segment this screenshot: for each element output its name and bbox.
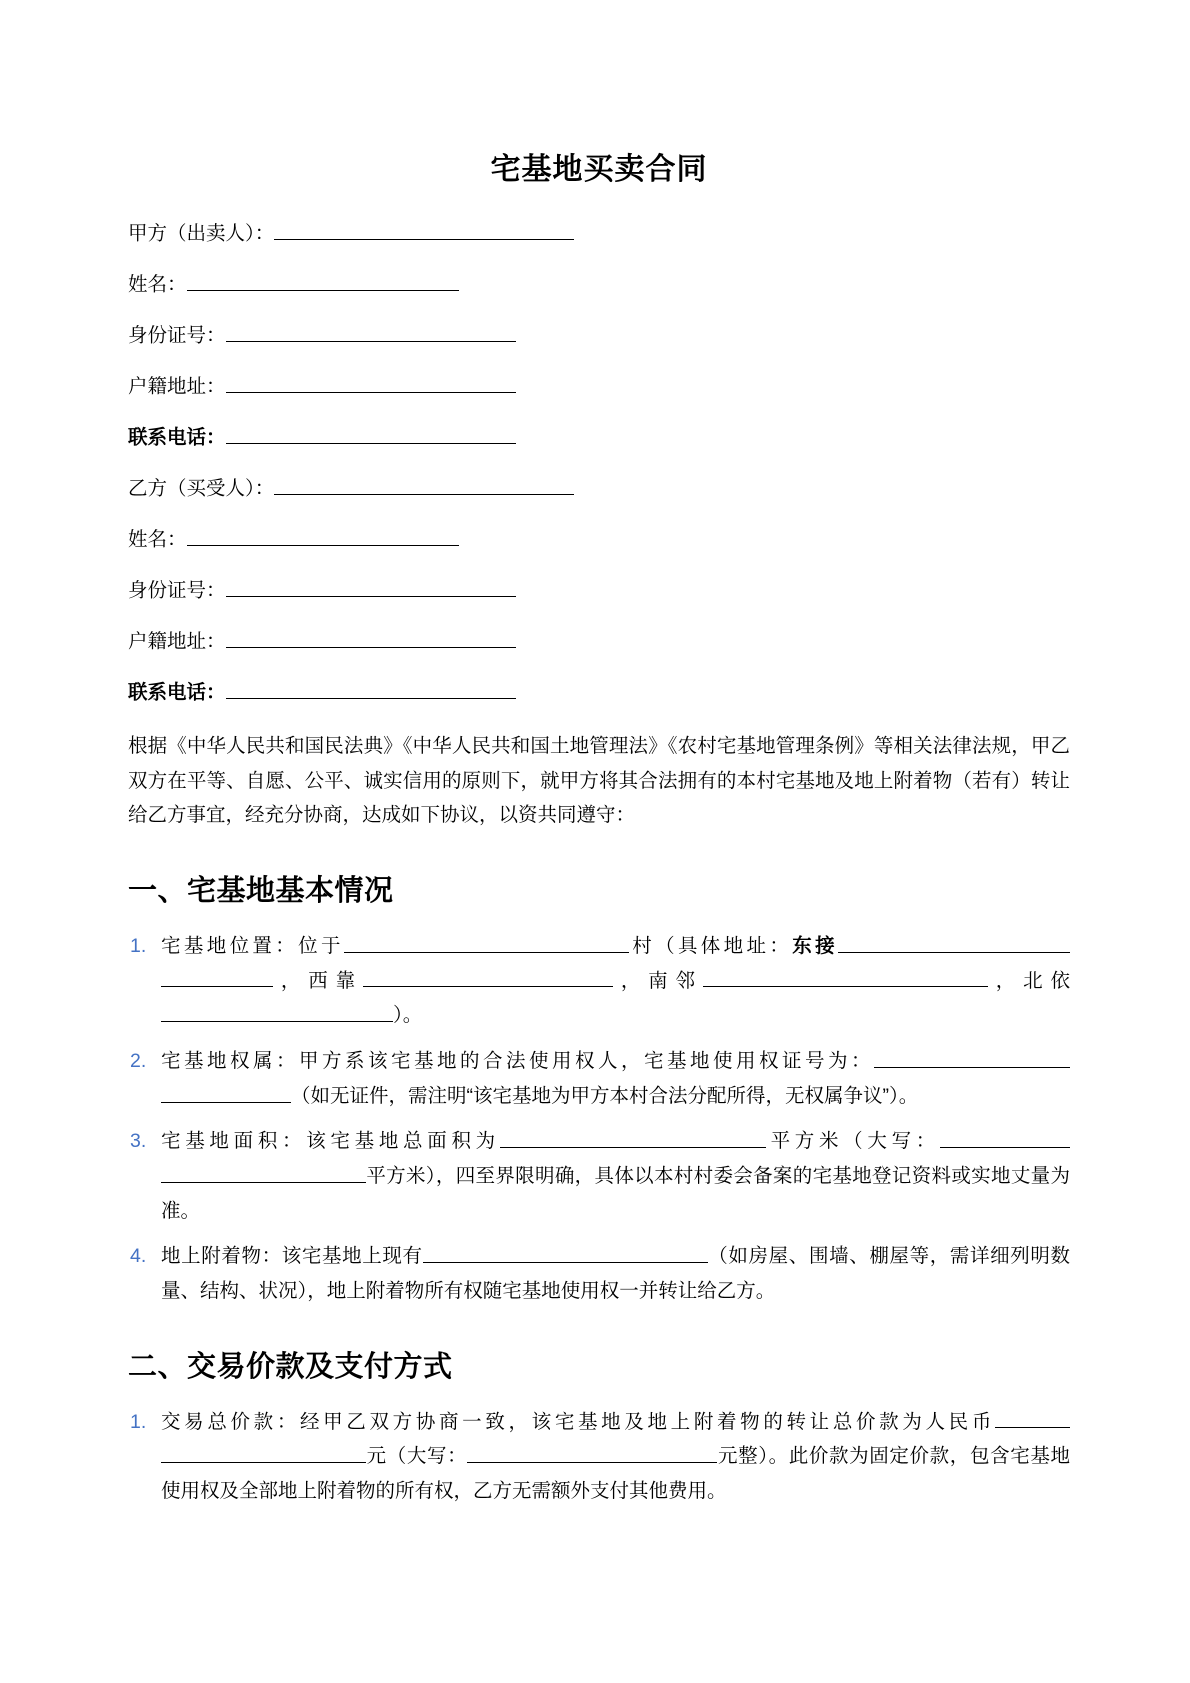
item-text: 平方米），四至界限明确，具体以本村村委会备案的宅基地登记资料或实地丈量为准。 <box>161 1165 1070 1222</box>
fill-in-blank[interactable] <box>703 966 988 987</box>
list-item-number: 1. <box>130 1410 147 1433</box>
party-field-blank[interactable] <box>226 321 516 342</box>
party-field-row <box>128 678 1070 703</box>
party-field-row <box>128 525 1070 550</box>
party-field-blank[interactable] <box>226 627 516 648</box>
party-field-label: 姓名： <box>128 528 187 551</box>
item-text: 宅基地权属：甲方系该宅基地的合法使用权人，宅基地使用权证号为： <box>161 1049 874 1072</box>
preamble-paragraph: 根据《中华人民共和国民法典》《中华人民共和国土地管理法》《农村宅基地管理条例》等相关法律法规，甲乙双方在平等、自愿、公平、诚实信用的原则下，就甲方将其合法拥有的本村宅基地及地上附着物（若有）转让给乙方事宜，经充分协商，达成如下协议，以资共同遵守： <box>128 735 1070 827</box>
party-field-row <box>128 270 1070 295</box>
party-field-blank[interactable] <box>226 372 516 393</box>
fill-in-blank[interactable] <box>467 1442 717 1463</box>
party-field-row <box>128 627 1070 652</box>
item-text: ，北依 <box>987 969 1070 992</box>
party-field-label: 姓名： <box>128 273 187 296</box>
item-text: ）。 <box>393 1004 423 1027</box>
party-field-label: 联系电话： <box>128 681 226 704</box>
item-text: 元（大写： <box>366 1445 468 1468</box>
party-fields-block <box>128 219 1070 703</box>
party-field-blank[interactable] <box>274 474 574 495</box>
item-text: ，南邻 <box>612 969 703 992</box>
list-item-number: 3. <box>130 1130 147 1153</box>
item-text: （如房屋、围墙、棚屋等，需详细列明数量、结构、状况），地上附着物所有权随宅基地使用权一并转让给乙方。 <box>161 1245 1070 1303</box>
party-field-blank[interactable] <box>187 525 459 546</box>
list-item <box>128 1239 1070 1308</box>
party-field-row <box>128 474 1070 499</box>
party-field-label: 身份证号： <box>128 324 226 347</box>
fill-in-blank[interactable] <box>161 1442 366 1463</box>
party-field-row <box>128 372 1070 397</box>
item-text: 元整）。此价款为固定价款，包含宅基地使用权及全部地上附着物的所有权，乙方无需额外支付其他费用。 <box>161 1445 1070 1502</box>
emphasis-text: 东接 <box>792 934 838 957</box>
fill-in-blank[interactable] <box>161 1001 393 1022</box>
item-text: 村（具体地址： <box>628 934 793 957</box>
list-item <box>128 1044 1070 1113</box>
fill-in-blank[interactable] <box>940 1127 1070 1148</box>
item-text: 宅基地面积：该宅基地总面积为 <box>161 1130 500 1153</box>
fill-in-blank[interactable] <box>838 931 1070 952</box>
list-item-number: 4. <box>130 1245 147 1268</box>
list-item <box>128 1405 1070 1509</box>
list-item <box>128 929 1070 1033</box>
party-field-row <box>128 423 1070 448</box>
sections-block <box>128 873 1070 1509</box>
page-title: 宅基地买卖合同 <box>490 153 708 186</box>
party-field-label: 联系电话： <box>128 426 226 449</box>
section-heading: 一、宅基地基本情况 <box>128 875 394 908</box>
item-text: 交易总价款：经甲乙双方协商一致，该宅基地及地上附着物的转让总价款为人民币 <box>161 1410 995 1433</box>
party-field-blank[interactable] <box>274 219 574 240</box>
list-item-number: 1. <box>130 934 147 957</box>
item-text: 平方米（大写： <box>765 1130 940 1153</box>
item-text: （如无证件，需注明“该宅基地为甲方本村合法分配所得，无权属争议”）。 <box>291 1084 919 1107</box>
fill-in-blank[interactable] <box>344 931 629 952</box>
fill-in-blank[interactable] <box>161 1081 291 1102</box>
section-item-list <box>128 1405 1070 1509</box>
party-field-label: 甲方（出卖人）： <box>128 222 275 245</box>
item-text: 地上附着物：该宅基地上现有 <box>161 1245 423 1268</box>
section-heading: 二、交易价款及支付方式 <box>128 1350 453 1383</box>
list-item-number: 2. <box>130 1049 147 1072</box>
party-field-blank[interactable] <box>226 576 516 597</box>
party-field-blank[interactable] <box>187 270 459 291</box>
fill-in-blank[interactable] <box>423 1242 708 1263</box>
party-field-row <box>128 321 1070 346</box>
party-field-row <box>128 576 1070 601</box>
item-text: ，西靠 <box>273 969 363 992</box>
party-field-row <box>128 219 1070 244</box>
party-field-blank[interactable] <box>226 678 516 699</box>
section-item-list <box>128 929 1070 1309</box>
fill-in-blank[interactable] <box>500 1127 766 1148</box>
party-field-label: 户籍地址： <box>128 375 226 398</box>
fill-in-blank[interactable] <box>161 966 273 987</box>
party-field-label: 身份证号： <box>128 579 226 602</box>
item-text: 宅基地位置：位于 <box>161 934 344 957</box>
list-item <box>128 1124 1070 1228</box>
party-field-blank[interactable] <box>226 423 516 444</box>
fill-in-blank[interactable] <box>874 1046 1070 1067</box>
party-field-label: 乙方（买受人）： <box>128 477 275 500</box>
party-field-label: 户籍地址： <box>128 630 226 653</box>
fill-in-blank[interactable] <box>161 1162 366 1183</box>
fill-in-blank[interactable] <box>995 1407 1070 1428</box>
fill-in-blank[interactable] <box>363 966 613 987</box>
